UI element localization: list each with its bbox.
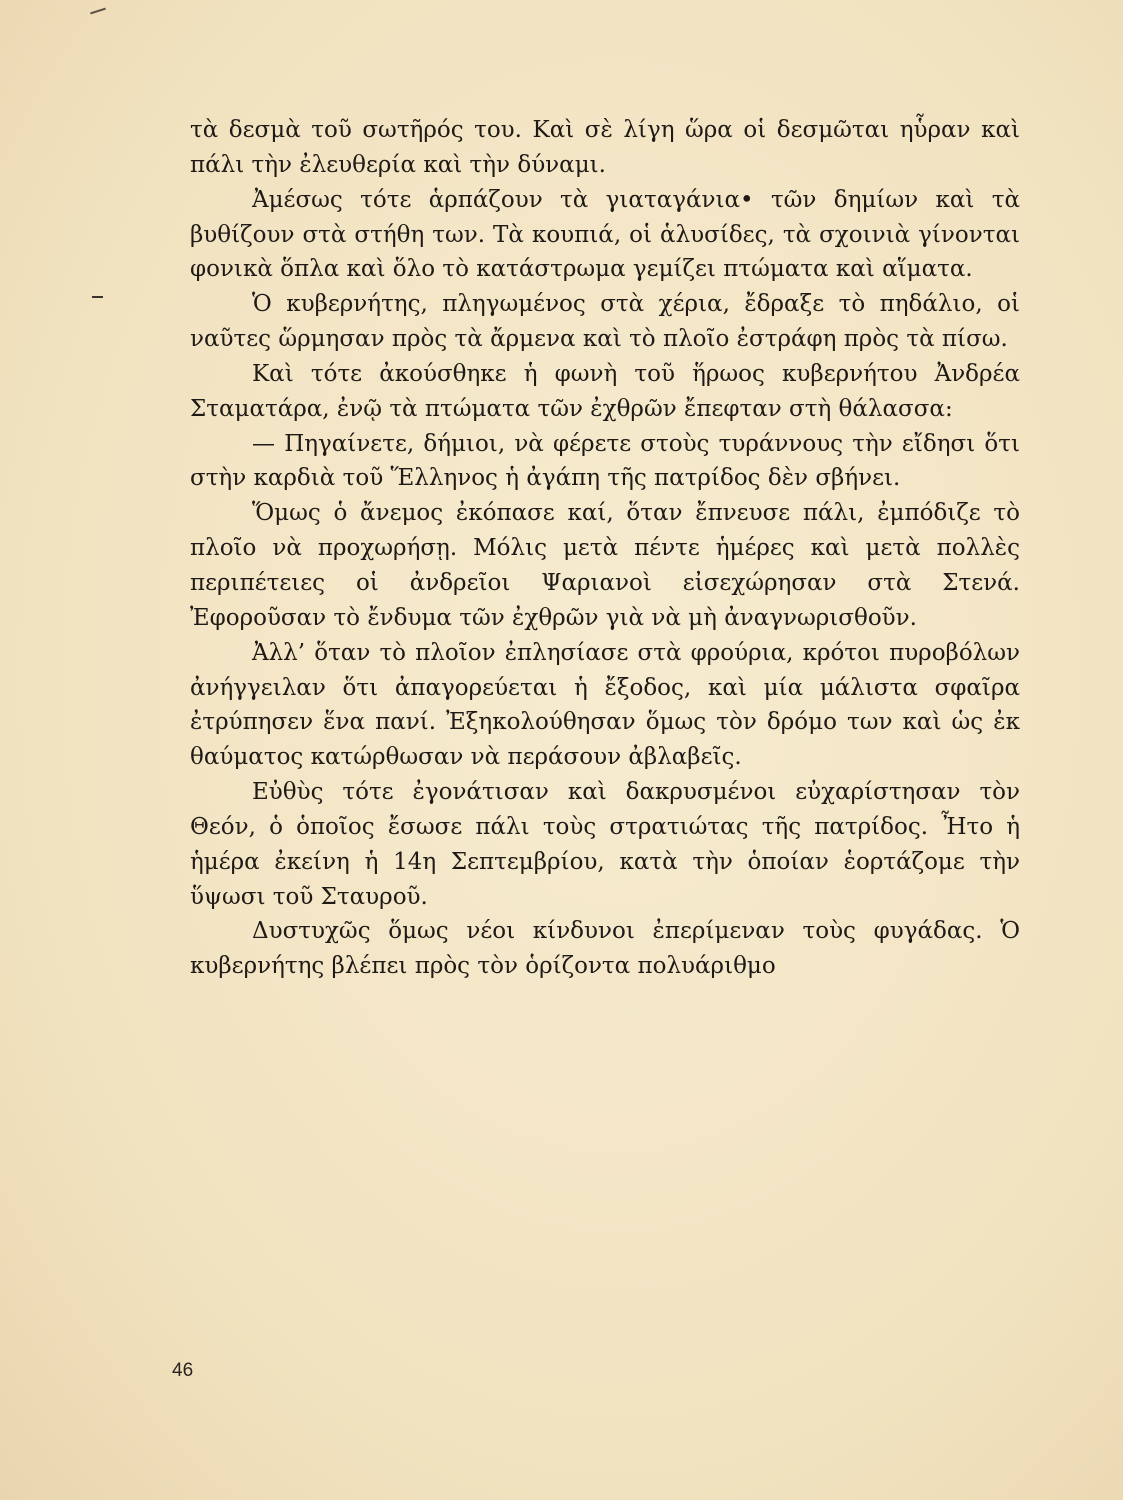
paragraph-1: τὰ δεσμὰ τοῦ σωτῆρός του. Καὶ σὲ λίγη ὥρα οἱ δεσμῶται ηὗραν καὶ πάλι τὴν ἐλευθερία καὶ τὴν δύναμι. xyxy=(190,117,1020,178)
paragraph-9: Δυστυχῶς ὅμως νέοι κίνδυνοι ἐπερίμεναν τοὺς φυγάδας. Ὁ κυβερνήτης βλέπει πρὸς τὸν ὁρίζοντα πολυάριθμο xyxy=(190,918,1020,980)
paragraph-3: Ὁ κυβερνήτης, πληγωμένος στὰ χέρια, ἔδραξε τὸ πηδάλιο, οἱ ναῦτες ὥρμησαν πρὸς τὰ ἄρμενα καὶ τὸ πλοῖο ἐστράφη πρὸς τὰ πίσω. xyxy=(190,291,1020,353)
page-number: 46 xyxy=(172,1360,194,1381)
paragraph-4: Καὶ τότε ἀκούσθηκε ἡ φωνὴ τοῦ ἥρωος κυβερνήτου Ἀνδρέα Σταματάρα, ἐνῷ τὰ πτώματα τῶν ἐχθρῶν ἔπεφταν στὴ θάλασσα: xyxy=(190,360,1020,422)
paragraph-2: Ἀμέσως τότε ἁρπάζουν τὰ γιαταγάνια• τῶν δημίων καὶ τὰ βυθίζουν στὰ στήθη των. Τὰ κουπιά, οἱ ἁλυσίδες, τὰ σχοινιὰ γίνονται φονικὰ ὅπλα καὶ ὅλο τὸ κατάστρωμα γεμίζει πτώματα καὶ αἵματα. xyxy=(190,186,1020,283)
paragraph-7: Ἀλλ’ ὅταν τὸ πλοῖον ἐπλησίασε στὰ φρούρια, κρότοι πυροβόλων ἀνήγγειλαν ὅτι ἀπαγορεύεται ἡ ἔξοδος, καὶ μία μάλιστα σφαῖρα ἐτρύπησεν ἕνα πανί. Ἐξηκολούθησαν ὅμως τὸν δρόμο των καὶ ὡς ἐκ θαύματος κατώρθωσαν νὰ περάσουν ἀβλαβεῖς. xyxy=(190,639,1020,771)
paragraph-5: — Πηγαίνετε, δήμιοι, νὰ φέρετε στοὺς τυράννους τὴν εἴδησι ὅτι στὴν καρδιὰ τοῦ Ἕλληνος ἡ ἀγάπη τῆς πατρίδος δὲν σβήνει. xyxy=(190,430,1020,492)
margin-tick-mark xyxy=(92,296,103,298)
body-text xyxy=(190,113,1020,984)
corner-pencil-mark xyxy=(90,8,106,15)
paragraph-6: Ὅμως ὁ ἄνεμος ἐκόπασε καί, ὅταν ἔπνευσε πάλι, ἐμπόδιζε τὸ πλοῖο νὰ προχωρήσῃ. Μόλις μετὰ πέντε ἡμέρες καὶ μετὰ πολλὲς περιπέτειες οἱ ἀνδρεῖοι Ψαριανοὶ εἰσεχώρησαν στὰ Στενά. Ἐφοροῦσαν τὸ ἔνδυμα τῶν ἐχθρῶν γιὰ νὰ μὴ ἀναγνωρισθοῦν. xyxy=(190,500,1020,631)
paragraph-8: Εὐθὺς τότε ἐγονάτισαν καὶ δακρυσμένοι εὐχαρίστησαν τὸν Θεόν, ὁ ὁποῖος ἔσωσε πάλι τοὺς στρατιώτας τῆς πατρίδος. Ἦτο ἡ ἡμέρα ἐκείνη ἡ 14η Σεπτεμβρίου, κατὰ τὴν ὁποίαν ἑορτάζομε τὴν ὕψωσι τοῦ Σταυροῦ. xyxy=(190,779,1020,910)
